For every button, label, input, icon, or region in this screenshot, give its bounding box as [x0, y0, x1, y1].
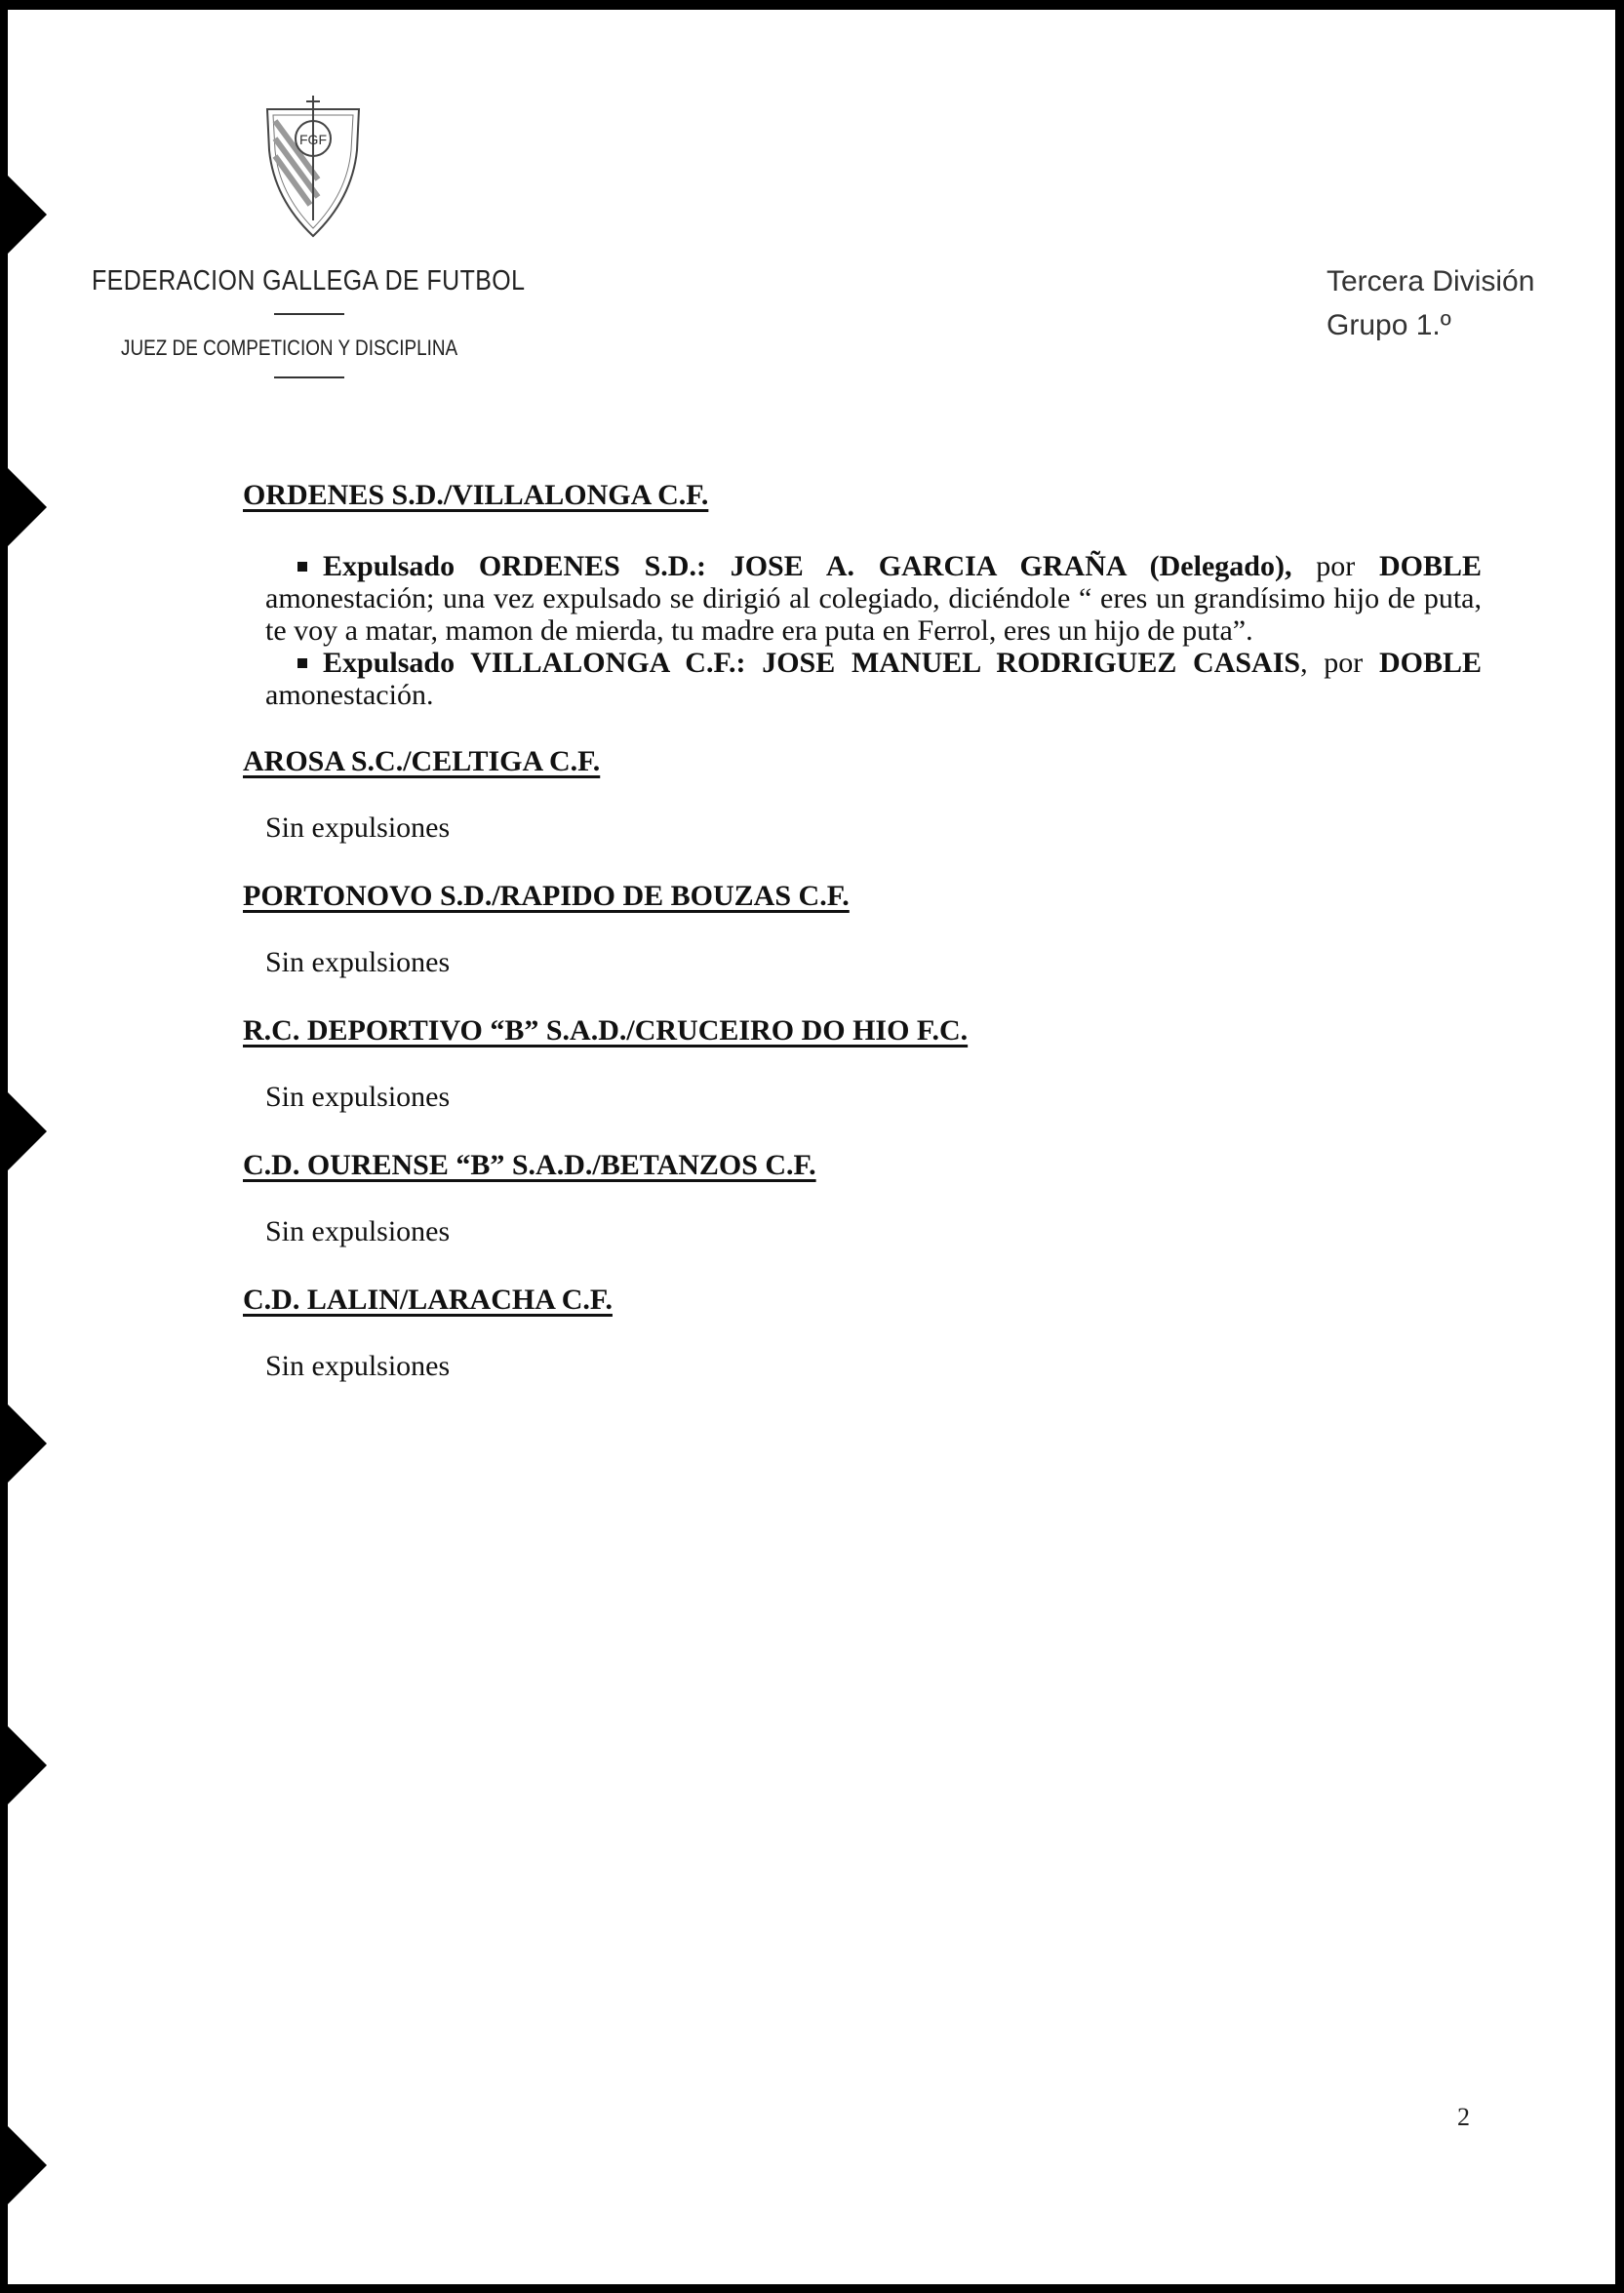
match-section: [243, 478, 1482, 711]
expulsion-detail: amonestación.: [265, 679, 434, 711]
expulsion-reason: DOBLE: [1378, 550, 1483, 582]
document-page: [8, 10, 1615, 2284]
division-name: Tercera División: [1327, 265, 1535, 297]
document-body: [243, 478, 1482, 1384]
match-section: [243, 744, 1482, 846]
match-section: [243, 879, 1482, 980]
match-title: C.D. LALIN/LARACHA C.F.: [243, 1284, 613, 1316]
page-number: 2: [1457, 2103, 1470, 2131]
no-expulsions-text: Sin expulsiones: [265, 1215, 451, 1247]
bullet-icon: [297, 562, 307, 572]
torn-edge-mark: [8, 2126, 47, 2204]
torn-edge-mark: [8, 176, 47, 254]
federation-name: FEDERACION GALLEGA DE FUTBOL: [92, 265, 526, 297]
division-block: [1327, 259, 1534, 347]
match-section: [243, 1013, 1482, 1115]
match-title: C.D. OURENSE “B” S.A.D./BETANZOS C.F.: [243, 1149, 816, 1181]
logo-letters: FGF: [299, 132, 327, 147]
expulsion-connector: por: [1316, 550, 1356, 582]
expulsion-label: Expulsado ORDENES S.D.: JOSE A. GARCIA GRAÑA (Delegado),: [323, 550, 1292, 582]
expulsion-label: Expulsado VILLALONGA C.F.: JOSE MANUEL RODRIGUEZ CASAIS: [323, 647, 1301, 679]
torn-edge-mark: [8, 1404, 47, 1483]
no-expulsions-text: Sin expulsiones: [265, 1081, 451, 1113]
no-expulsions-text: Sin expulsiones: [265, 946, 451, 978]
match-title: ORDENES S.D./VILLALONGA C.F.: [243, 479, 709, 511]
divider: [274, 376, 344, 378]
group-name: Grupo 1.º: [1327, 309, 1451, 341]
expulsion-detail: amonestación; una vez expulsado se dirigió al colegiado, diciéndole “ eres un grandísimo hijo de puta, te voy a matar, mamon de mierda, tu madre era puta en Ferrol, eres un hijo de puta”.: [265, 582, 1482, 647]
federation-crest-logo: [259, 92, 367, 238]
match-title: PORTONOVO S.D./RAPIDO DE BOUZAS C.F.: [243, 880, 850, 912]
torn-edge-mark: [8, 1726, 47, 1804]
no-expulsions-text: Sin expulsiones: [265, 1350, 451, 1382]
torn-edge-mark: [8, 1092, 47, 1170]
federation-subtitle: JUEZ DE COMPETICION Y DISCIPLINA: [121, 336, 458, 360]
expulsion-list: [243, 550, 1482, 711]
expulsion-reason: DOBLE: [1378, 647, 1482, 679]
no-expulsions-text: Sin expulsiones: [265, 811, 451, 844]
match-section: [243, 1283, 1482, 1384]
expulsion-entry: [265, 647, 1482, 711]
torn-edge-mark: [8, 468, 47, 546]
expulsion-connector: , por: [1300, 647, 1364, 679]
expulsion-entry: [265, 550, 1482, 647]
divider: [274, 313, 344, 315]
match-section: [243, 1148, 1482, 1249]
match-title: AROSA S.C./CELTIGA C.F.: [243, 745, 601, 777]
match-title: R.C. DEPORTIVO “B” S.A.D./CRUCEIRO DO HIO F.C.: [243, 1014, 969, 1047]
bullet-icon: [297, 658, 307, 668]
